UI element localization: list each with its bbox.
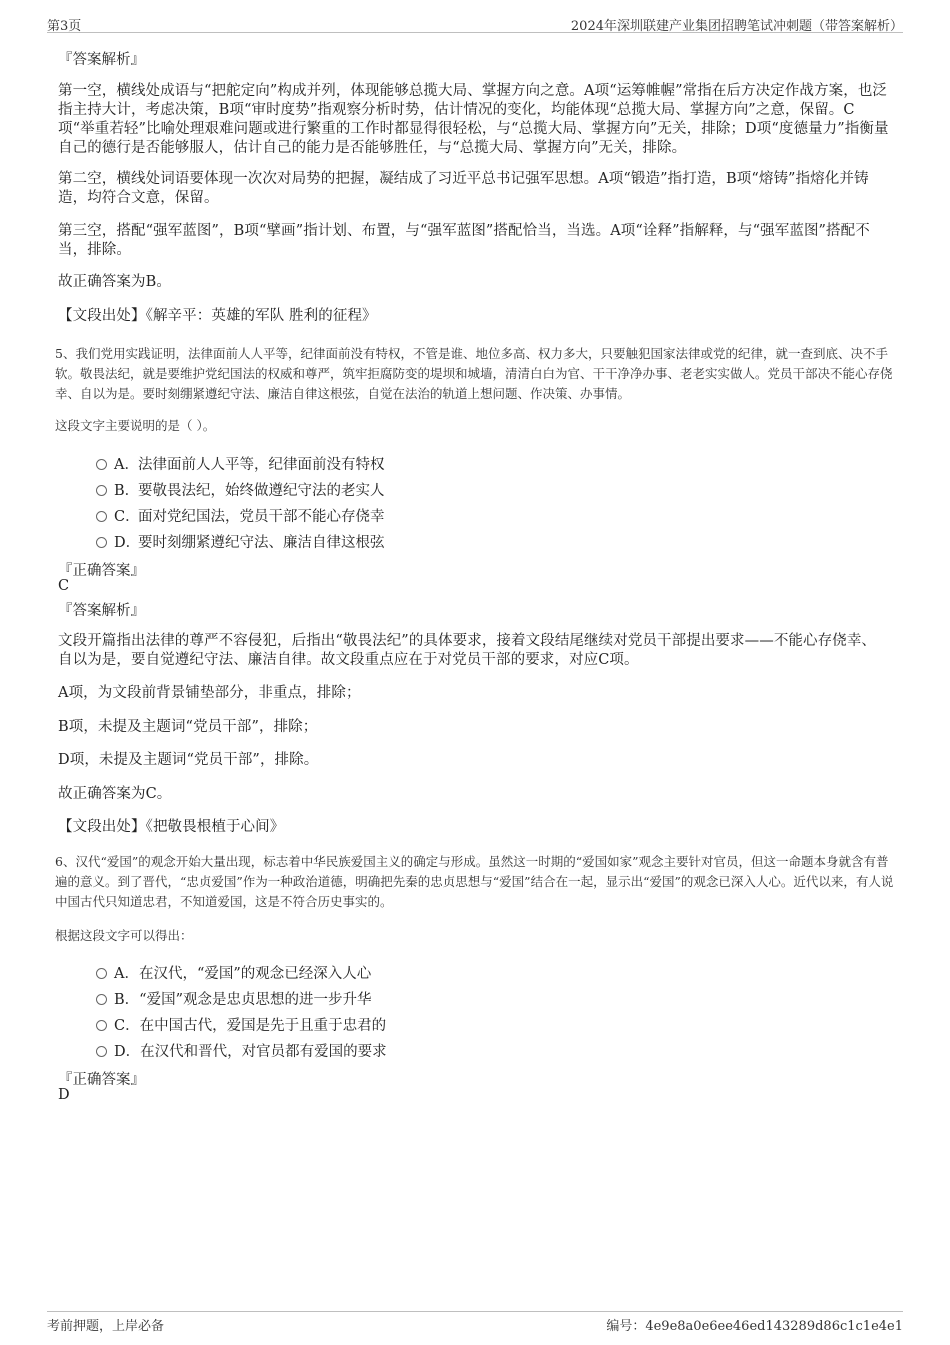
q5-analysis-para-3: B项，未提及主题词“党员干部”，排除； <box>58 719 318 735</box>
q5-correct-answer: C <box>58 578 70 594</box>
q5-option-a[interactable]: A．法律面前人人平等，纪律面前没有特权 <box>96 453 385 474</box>
q4-analysis-para-2: 第二空，横线处词语要体现一次次对局势的把握，凝结成了习近平总书记强军思想。A项“锻造”指打造，B项“熔铸”指熔化并铸造，均符合文意，保留。 <box>58 171 869 206</box>
q5-source: 【文段出处】《把敬畏根植于心间》 <box>58 819 285 835</box>
q5-question: 这段文字主要说明的是（ ）。 <box>55 418 216 433</box>
q5-correct-label: 『正确答案』 <box>58 563 145 579</box>
radio-icon[interactable] <box>96 1046 107 1057</box>
radio-icon[interactable] <box>96 511 107 522</box>
document-title: 2024年深圳联建产业集团招聘笔试冲刺题（带答案解析） <box>570 19 903 34</box>
footer-slogan: 考前押题，上岸必备 <box>47 1319 165 1334</box>
q5-analysis-para-1: 文段开篇指出法律的尊严不容侵犯，后指出“敬畏法纪”的具体要求，接着文段结尾继续对党员干部提出要求——不能心存侥幸、自以为是，要自觉遵纪守法、廉洁自律。故文段重点应在于对党员干部的要求，对应C项。 <box>58 633 877 668</box>
q4-conclusion: 故正确答案为B。 <box>58 274 171 290</box>
radio-icon[interactable] <box>96 968 107 979</box>
q6-option-d[interactable]: D．在汉代和晋代，对官员都有爱国的要求 <box>96 1040 387 1061</box>
q6-option-b[interactable]: B．“爱国”观念是忠贞思想的进一步升华 <box>96 988 371 1009</box>
q5-stem: 5、我们党用实践证明，法律面前人人平等，纪律面前没有特权，不管是谁、地位多高、权力多大，只要触犯国家法律或党的纪律，就一查到底、决不手软。敬畏法纪，就是要维护党纪国法的权威和尊严，筑牢拒腐防变的堤坝和城墙，清清白白为官、干干净净办事、老老实实做人。党员干部决不能心存侥幸、自以为是。要时刻绷紧遵纪守法、廉洁自律这根弦，自觉在法治的轨道上想问题、作决策、办事情。 <box>55 346 893 401</box>
radio-icon[interactable] <box>96 994 107 1005</box>
q5-analysis-para-2: A项，为文段前背景铺垫部分，非重点，排除； <box>58 685 361 701</box>
q5-conclusion: 故正确答案为C。 <box>58 786 172 802</box>
q5-option-c[interactable]: C．面对党纪国法，党员干部不能心存侥幸 <box>96 505 385 526</box>
q6-stem: 6、汉代“爱国”的观念开始大量出现，标志着中华民族爱国主义的确定与形成。虽然这一时期的“爱国如家”观念主要针对官员，但这一命题本身就含有普遍的意义。到了晋代，“忠贞爱国”作为一种政治道德，明确把先秦的忠贞思想与“爱国”结合在一起，显示出“爱国”的观念已深入人心。近代以来，有人说中国古代只知道忠君，不知道爱国，这是不符合历史事实的。 <box>55 854 894 909</box>
q6-option-c[interactable]: C．在中国古代，爱国是先于且重于忠君的 <box>96 1014 386 1035</box>
page-number: 第3页 <box>47 19 82 34</box>
q6-correct-label: 『正确答案』 <box>58 1072 145 1088</box>
radio-icon[interactable] <box>96 459 107 470</box>
radio-icon[interactable] <box>96 485 107 496</box>
page-header <box>47 10 903 33</box>
q5-analysis-label: 『答案解析』 <box>58 603 145 619</box>
q4-analysis-para-3: 第三空，搭配“强军蓝图”，B项“擘画”指计划、布置，与“强军蓝图”搭配恰当，当选。A项“诠释”指解释，与“强军蓝图”搭配不当，排除。 <box>58 223 870 258</box>
document-id: 编号：4e9e8a0e6ee46ed143289d86c1c1e4e1 <box>606 1319 903 1334</box>
q5-option-d[interactable]: D．要时刻绷紧遵纪守法、廉洁自律这根弦 <box>96 531 385 552</box>
q5-analysis-para-4: D项，未提及主题词“党员干部”，排除。 <box>58 752 319 768</box>
page-footer <box>47 1311 903 1337</box>
q4-analysis-label: 『答案解析』 <box>58 52 145 68</box>
q6-option-a[interactable]: A．在汉代，“爱国”的观念已经深入人心 <box>96 962 371 983</box>
q5-option-b[interactable]: B．要敬畏法纪，始终做遵纪守法的老实人 <box>96 479 385 500</box>
radio-icon[interactable] <box>96 1020 107 1031</box>
radio-icon[interactable] <box>96 537 107 548</box>
q4-source: 【文段出处】《解辛平：英雄的军队 胜利的征程》 <box>58 308 377 324</box>
q6-question: 根据这段文字可以得出： <box>55 928 193 943</box>
q4-analysis-para-1: 第一空，横线处成语与“把舵定向”构成并列，体现能够总揽大局、掌握方向之意。A项“运筹帷幄”常指在后方决定作战方案，也泛指主持大计，考虑决策，B项“审时度势”指观察分析时势，估计情况的变化，均能体现“总揽大局、掌握方向”之意，保留。C项“举重若轻”比喻处理艰难问题或进行繁重的工作时都显得很轻松，与“总揽大局、掌握方向”无关，排除；D项“度德量力”指衡量自己的德行是否能够服人，估计自己的能力是否能够胜任，与“总揽大局、掌握方向”无关，排除。 <box>58 83 889 156</box>
q6-correct-answer: D <box>58 1087 70 1103</box>
